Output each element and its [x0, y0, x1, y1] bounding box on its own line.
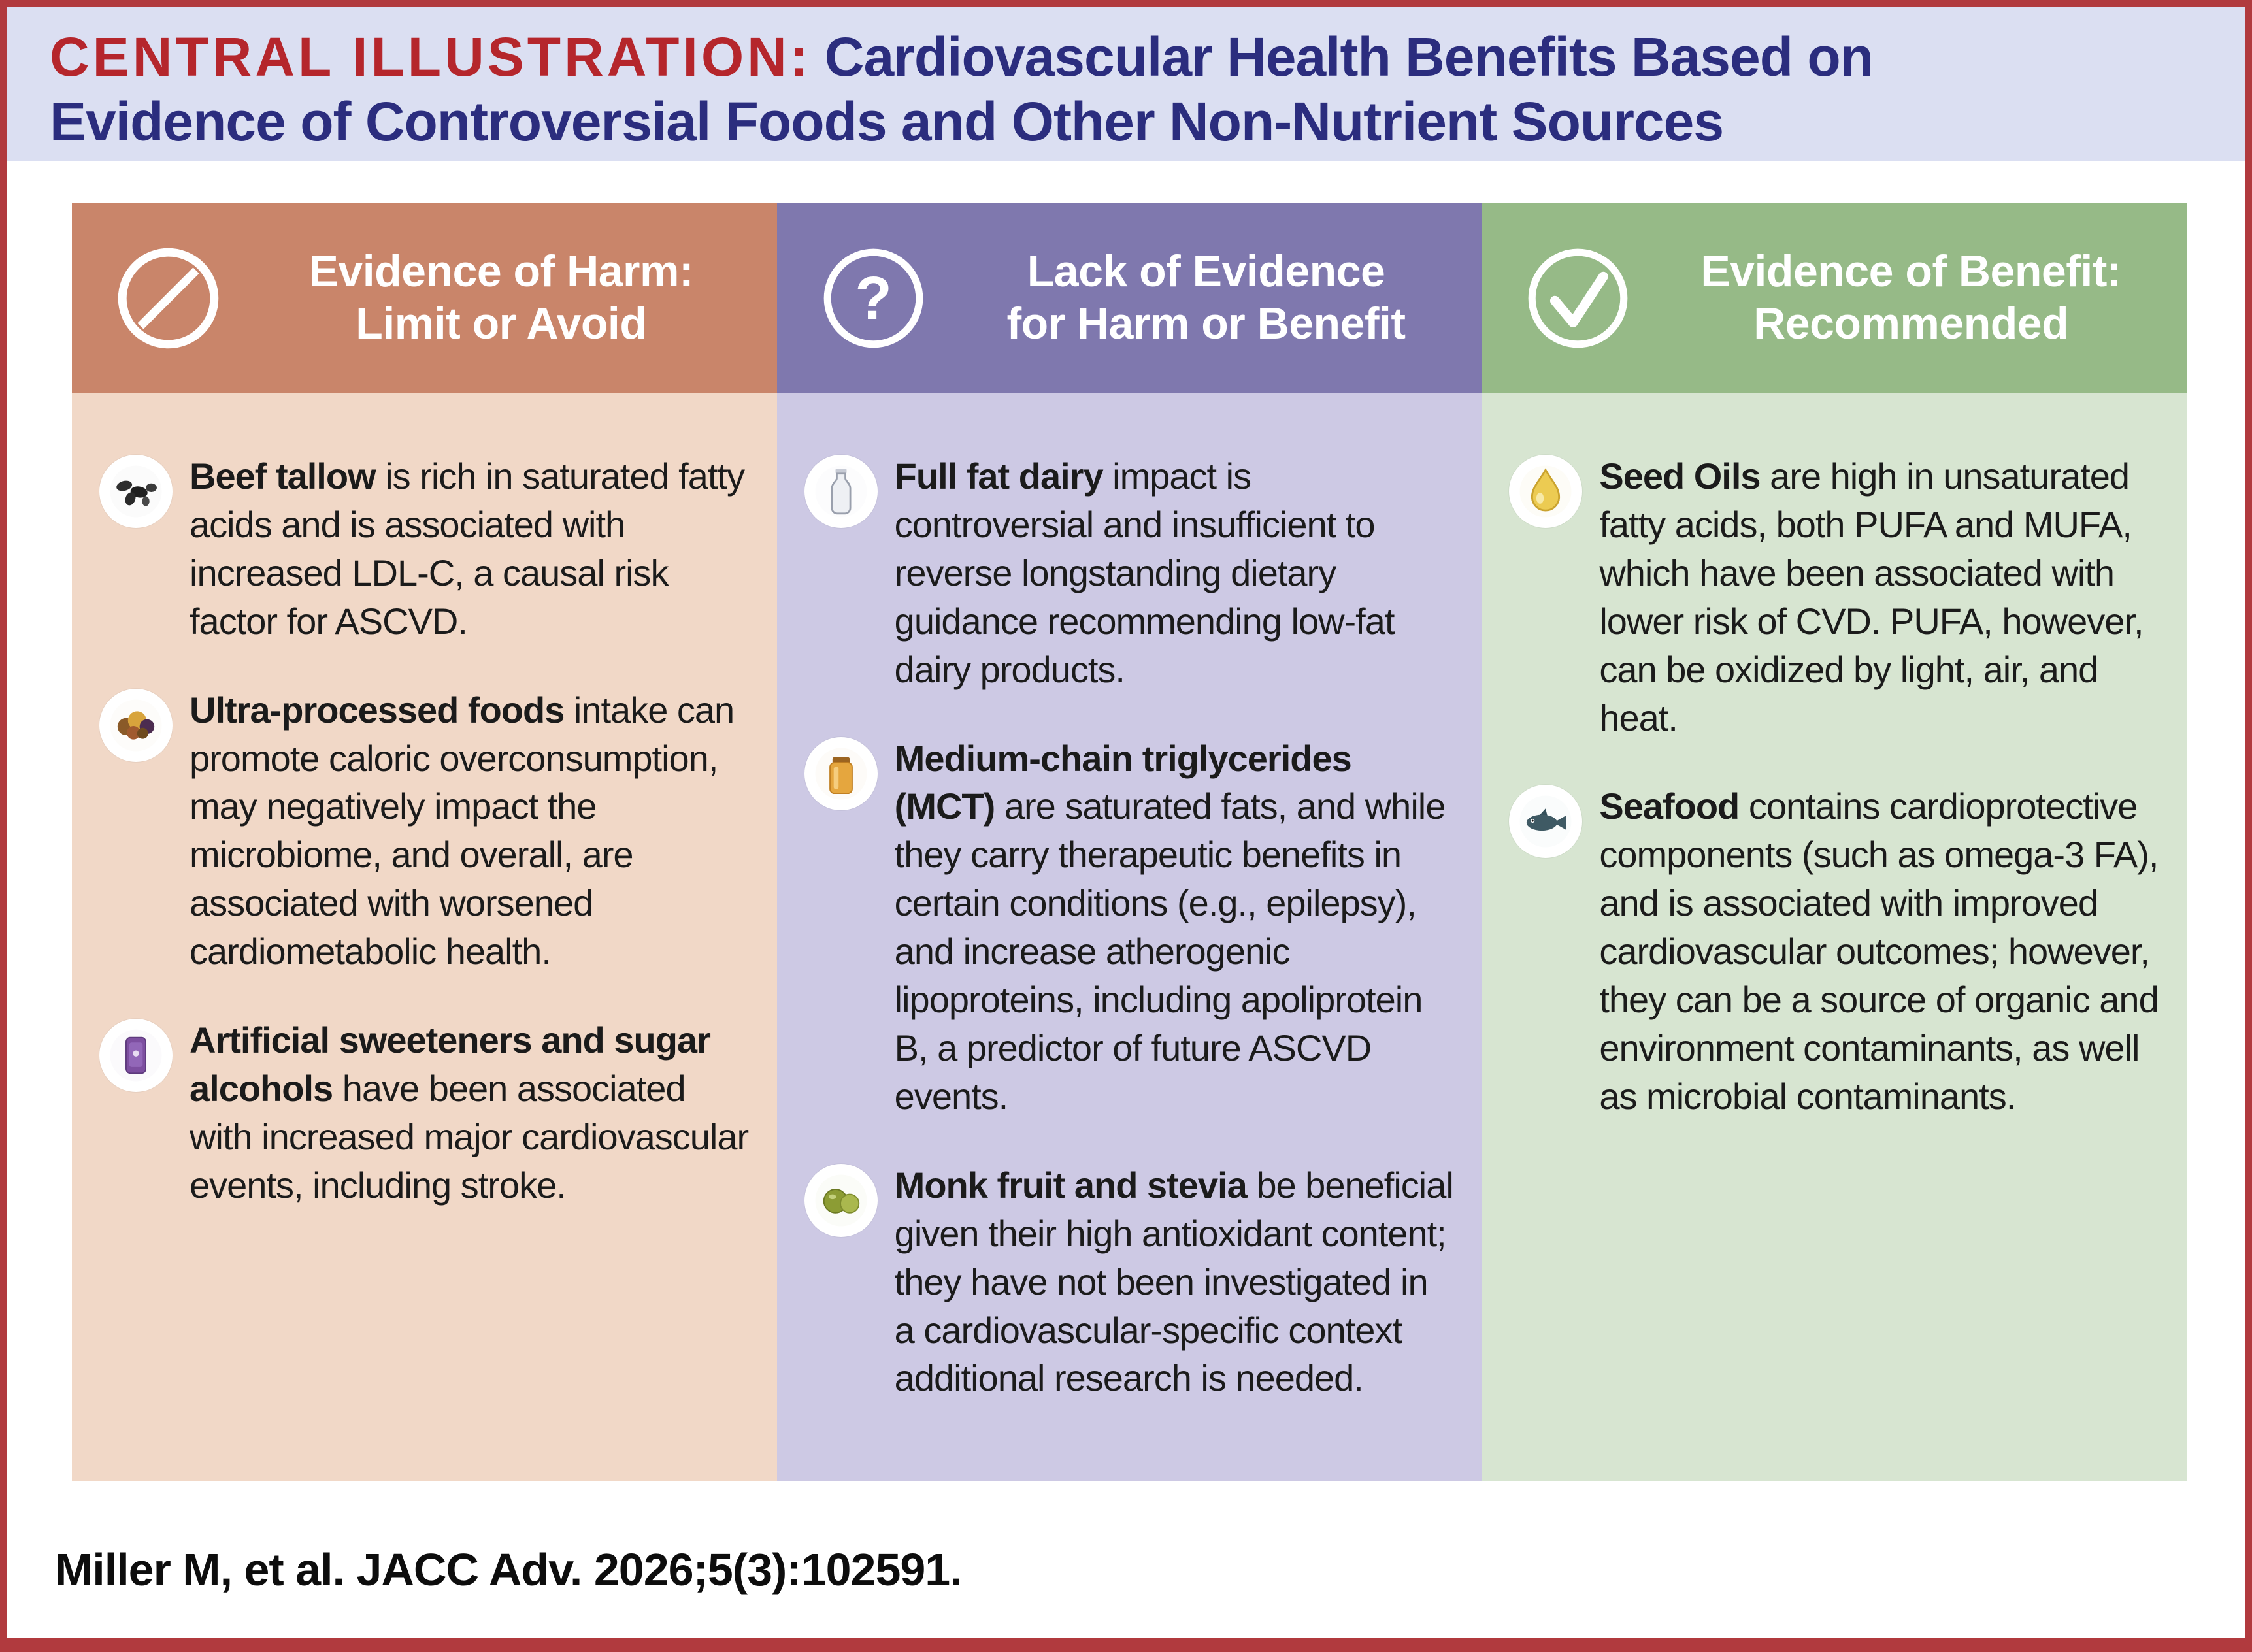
- column-harm-header: [72, 203, 777, 393]
- item-text: [190, 1016, 751, 1210]
- sweetener-packet-icon: [99, 1019, 173, 1092]
- list-item-seed-oils: [1509, 452, 2161, 742]
- item-lead: Beef tallow: [190, 455, 376, 497]
- column-benefit-title-line1: Evidence of Benefit:: [1700, 246, 2122, 297]
- item-lead: Medium-chain triglycerides (MCT): [894, 737, 1351, 827]
- page-title: [50, 25, 2206, 154]
- item-text: [1599, 452, 2161, 742]
- prohibition-icon: [108, 238, 229, 359]
- item-text: [895, 1161, 1456, 1403]
- list-item-seafood: [1509, 782, 2161, 1120]
- list-item-ultra-processed: [99, 686, 751, 976]
- item-lead: Full fat dairy: [894, 455, 1103, 497]
- item-rest: contains cardioprotective components (such as omega-3 FA), and is associated with improved cardiovascular outcomes; however, they can be a source of organic and environment contaminants, as well as microbial contaminants.: [1599, 785, 2159, 1117]
- beef-tallow-icon: [99, 455, 173, 528]
- item-lead: Seafood: [1599, 785, 1740, 827]
- mct-oil-jar-icon: [804, 737, 878, 810]
- citation: Miller M, et al. JACC Adv. 2026;5(3):102591.: [55, 1544, 962, 1595]
- column-benefit-header: [1482, 203, 2187, 393]
- title-band: [7, 7, 2245, 161]
- list-item-beef-tallow: [99, 452, 751, 646]
- item-lead: Artificial sweeteners and sugar alcohols: [190, 1019, 710, 1109]
- column-lack-of-evidence: [777, 203, 1482, 1481]
- milk-bottle-icon: [804, 455, 878, 528]
- list-item-mct: [804, 735, 1456, 1121]
- checkmark-icon: [1517, 238, 1638, 359]
- column-lack-title-line1: Lack of Evidence: [1027, 246, 1385, 297]
- title-prefix: CENTRAL ILLUSTRATION:: [50, 26, 812, 88]
- monk-fruit-icon: [804, 1164, 878, 1237]
- column-lack-body: [777, 393, 1482, 1481]
- column-benefit-title: [1664, 246, 2157, 350]
- item-lead: Ultra-processed foods: [190, 689, 565, 731]
- ultra-processed-foods-icon: [99, 689, 173, 762]
- item-lead: Seed Oils: [1599, 455, 1761, 497]
- item-text: [1599, 782, 2161, 1120]
- item-text: [190, 686, 751, 976]
- list-item-artificial-sweeteners: [99, 1016, 751, 1210]
- evidence-columns: [72, 203, 2187, 1481]
- fish-icon: [1509, 785, 1582, 858]
- title-text-line2: Evidence of Controversial Foods and Other Non-Nutrient Sources: [50, 91, 1724, 153]
- item-rest: have been associated with increased major cardiovascular events, including stroke.: [190, 1067, 749, 1206]
- column-harm-title-line2: Limit or Avoid: [356, 299, 647, 348]
- item-lead: Monk fruit and stevia: [894, 1164, 1247, 1206]
- item-rest: is rich in saturated fatty acids and is associated with increased LDL-C, a causal risk factor for ASCVD.: [190, 455, 744, 642]
- column-harm-title: [255, 246, 748, 350]
- column-benefit-body: [1482, 393, 2187, 1481]
- svg-text:?: ?: [854, 263, 892, 332]
- column-lack-title-line2: for Harm or Benefit: [1006, 299, 1406, 348]
- column-harm: [72, 203, 777, 1481]
- item-text: [895, 452, 1456, 694]
- item-rest: impact is controversial and insufficient to reverse longstanding dietary guidance recommending low-fat dairy products.: [894, 455, 1395, 690]
- item-text: [190, 452, 751, 646]
- question-mark-icon: [813, 238, 934, 359]
- item-text: [895, 735, 1456, 1121]
- item-rest: are high in unsaturated fatty acids, both PUFA and MUFA, which have been associated with lower risk of CVD. PUFA, however, can be oxidized by light, air, and heat.: [1599, 455, 2144, 738]
- title-text-line1: Cardiovascular Health Benefits Based on: [824, 26, 1873, 88]
- column-benefit-title-line2: Recommended: [1753, 299, 2069, 348]
- list-item-monk-fruit-stevia: [804, 1161, 1456, 1403]
- column-harm-title-line1: Evidence of Harm:: [308, 246, 694, 297]
- column-harm-body: [72, 393, 777, 1481]
- item-rest: be beneficial given their high antioxidant content; they have not been investigated in a cardiovascular-specific context additional research is needed.: [894, 1164, 1453, 1399]
- list-item-full-fat-dairy: [804, 452, 1456, 694]
- column-benefit: [1482, 203, 2187, 1481]
- item-rest: are saturated fats, and while they carry therapeutic benefits in certain conditions (e.g., epilepsy), and increase atherogenic lipoproteins, including apoliprotein B, a predictor of future ASCVD events.: [894, 785, 1446, 1117]
- column-lack-title: [960, 246, 1453, 350]
- seed-oil-icon: [1509, 455, 1582, 528]
- column-lack-header: [777, 203, 1482, 393]
- item-rest: intake can promote caloric overconsumption, may negatively impact the microbiome, and overall, are associated with worsened cardiometabolic health.: [190, 689, 735, 972]
